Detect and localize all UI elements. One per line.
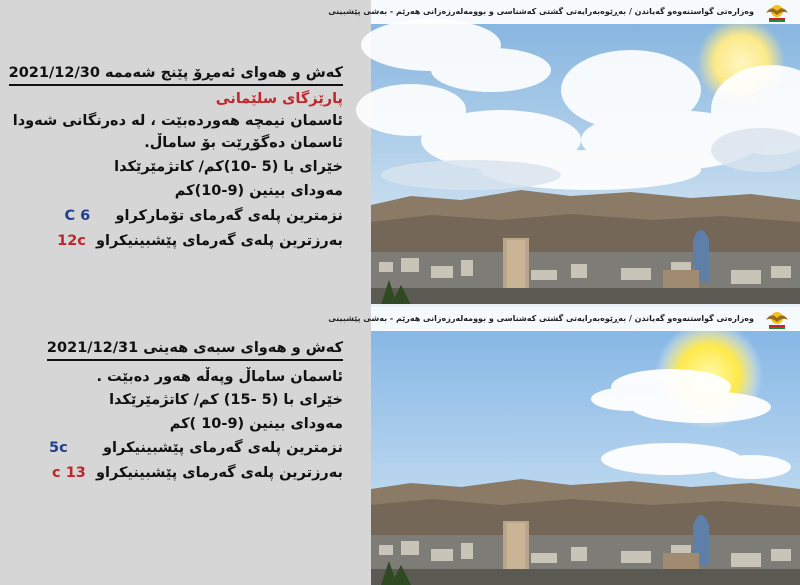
forecast-1-max-temp <box>57 230 343 252</box>
forecast-2-sky-line1: ئاسمان ساماڵ وپەڵە هەور دەبێت . <box>96 369 343 385</box>
forecast-2-wind: خێرای با (5 -15) کم/ کاتژمێرێکدا <box>109 392 343 408</box>
forecast-1-region: پارێزگای سلێمانی <box>215 91 343 107</box>
ministry-name-2: وەزارەتی گواستنەوەو گەیاندن <box>634 314 754 323</box>
kurdistan-emblem-icon <box>764 1 790 23</box>
cloudy-sky-scene <box>371 0 800 305</box>
forecast-2-visibility: مەودای بینین (9-10 )کم <box>169 416 343 432</box>
forecast-1-max-label: بەرزترین پلەی گەرمای پێشبینیکراو <box>96 233 343 249</box>
ministry-name: وەزارەتی گواستنەوەو گەیاندن <box>634 7 754 16</box>
forecast-2-max-value: 13 c <box>52 465 86 481</box>
sunny-sky-scene <box>371 307 800 585</box>
forecast-1-max-value: 12c <box>57 233 86 249</box>
forecast-2-min-temp <box>49 437 343 459</box>
kurdistan-emblem-icon <box>764 308 790 330</box>
city-photo-sunny <box>328 307 800 585</box>
forecast-1-title: کەش و هەوای ئەمڕۆ پێنج شەممە 2021/12/30 <box>9 62 343 86</box>
forecast-2-max-label: بەرزترین پلەی گەرمای پێشبینیکراو <box>96 465 343 481</box>
forecast-2-date: 2021/12/31 <box>46 340 139 356</box>
forecast-1-visibility: مەودای بینین (9-10)کم <box>174 183 343 199</box>
ministry-banner: وەزارەتی گواستنەوەو گەیاندن / بەڕێوەبەرایەتی گشتی کەشناسی و بوومەلەرزەزانی هەرێم - بەشی پێشبینی <box>371 0 800 24</box>
forecast-1-sky-line1: ئاسمان نیمچە هەوردەبێت ، لە دەرنگانی شەودا <box>12 113 343 129</box>
forecast-1-min-label: نزمترین پلەی گەرمای تۆمارکراو <box>115 208 343 224</box>
forecast-1-min-temp <box>64 205 343 227</box>
directorate-name: بەڕێوەبەرایەتی گشتی کەشناسی و بوومەلەرزەزانی هەرێم - بەشی پێشبینی <box>328 7 627 16</box>
forecast-2-title: کەش و هەوای سبەی هەینی 2021/12/31 <box>47 337 343 361</box>
forecast-2-max-temp <box>52 462 343 484</box>
forecast-2-min-value: 5c <box>48 440 68 456</box>
ministry-banner-2: وەزارەتی گواستنەوەو گەیاندن / بەڕێوەبەرایەتی گشتی کەشناسی و بوومەلەرزەزانی هەرێم - بەشی پێشبینی <box>371 307 800 331</box>
forecast-1-wind: خێرای با (5 -10)کم/ کاتژمێرێکدا <box>114 159 343 175</box>
forecast-1-min-value: 6 C <box>64 208 91 224</box>
forecast-1-sky-line2: ئاسمان دەگۆڕێت بۆ ساماڵ. <box>144 135 343 151</box>
forecast-1-date: 2021/12/30 <box>8 65 100 81</box>
forecast-2-min-label: نزمترین پلەی گەرمای پێشبینیکراو <box>103 440 343 456</box>
forecast-text-panel <box>0 0 371 585</box>
city-photo-cloudy <box>328 0 800 305</box>
directorate-name-2: بەڕێوەبەرایەتی گشتی کەشناسی و بوومەلەرزەزانی هەرێم - بەشی پێشبینی <box>328 314 627 323</box>
